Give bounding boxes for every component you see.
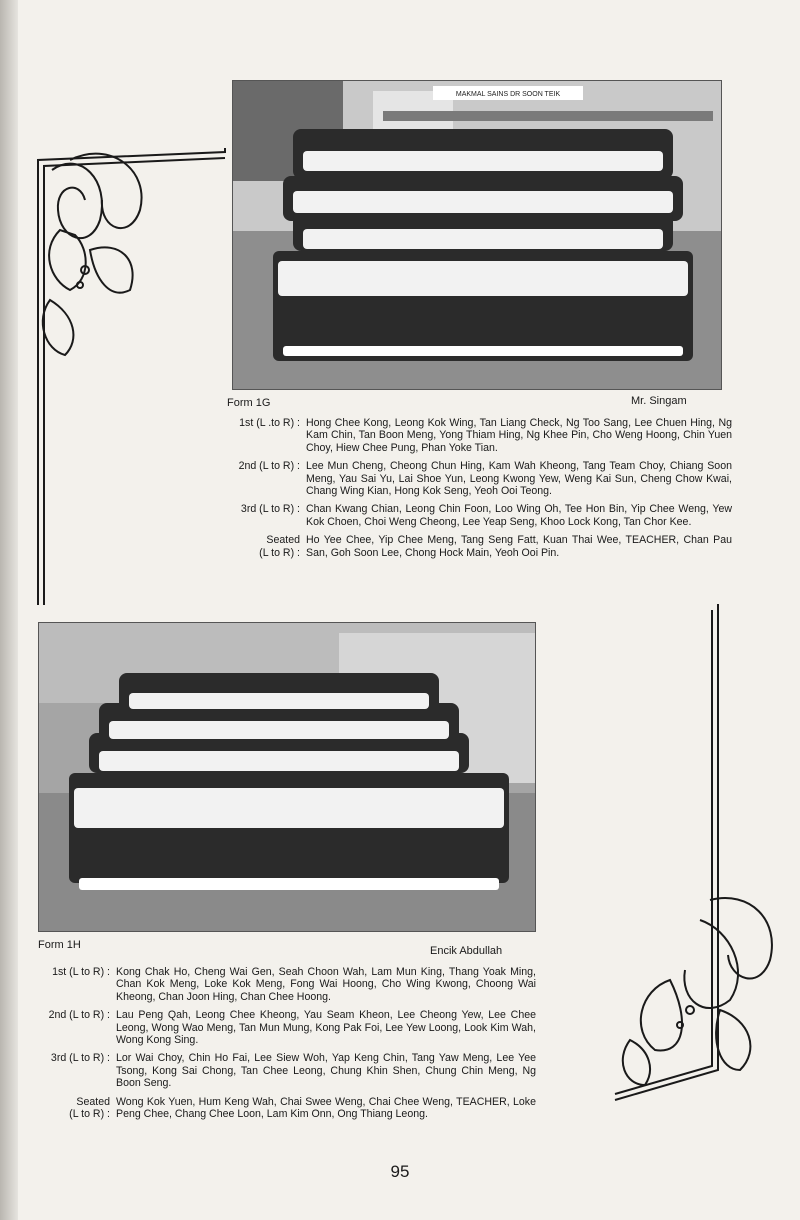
form-1g-row-2: [212, 460, 732, 497]
row-label: 1st (L to R) :: [52, 966, 110, 978]
row-names: Lau Peng Qah, Leong Chee Kheong, Yau Seam Kheon, Lee Cheong Yew, Lee Chee Leong, Wong Wao Meng, Tan Mun Mung, Kong Pak Foi, Lee Yew Loong, Look Kim Wah, Wong Kong Sing.: [116, 1009, 536, 1047]
row-label: Seated (L to R) :: [259, 534, 300, 559]
row-label: 2nd (L to R) :: [238, 460, 300, 473]
form-1h-teacher: Encik Abdullah: [430, 945, 503, 957]
form-1g-row-seated: [212, 534, 732, 559]
page-number: 95: [390, 1162, 410, 1181]
form-1h-label: Form 1H: [38, 939, 81, 951]
class-photo-form-1h: [38, 622, 536, 932]
form-1g-row-3: [212, 503, 732, 528]
row-names: Chan Kwang Chian, Leong Chin Foon, Loo Wing Oh, Tee Hon Bin, Yip Chee Weng, Yew Kok Choen, Choi Weng Cheong, Lee Yeap Seng, Khoo Lock Kong, Tan Chor Kee.: [306, 503, 732, 528]
row-names: Lee Mun Cheng, Cheong Chun Hing, Kam Wah Kheong, Tang Team Choy, Chiang Soon Meng, Yau Sai Yu, Lai Shoe Yun, Leong Kwong Yew, Weng Kai Sun, Cheng Chow Kwai, Chang Wing Kian, Hong Kok Seng, Yeoh Ooi Teong.: [306, 460, 732, 498]
form-1g-label: Form 1G: [227, 397, 271, 409]
floral-corner-ornament-bottom-right: [610, 600, 795, 1110]
form-1h-roster: [22, 966, 536, 1126]
form-1h-row-3: [22, 1052, 536, 1089]
row-label: 3rd (L to R) :: [240, 503, 300, 516]
row-names: Wong Kok Yuen, Hum Keng Wah, Chai Swee Weng, Chai Chee Weng, TEACHER, Loke Peng Chee, Chang Chee Loon, Lam Kim Onn, Ong Thiang Leong.: [116, 1095, 536, 1121]
row-names: Hong Chee Kong, Leong Kok Wing, Tan Liang Check, Ng Too Sang, Lee Chuen Hing, Ng Kam Chin, Tan Boon Meng, Yong Thiam Hing, Ng Khee Pin, Cho Weng Hoong, Chin Yuen Choy, Hiew Chee Pung, Phan Yoke Tian.: [306, 417, 732, 454]
row-names: Lor Wai Choy, Chin Ho Fai, Lee Siew Woh, Yap Keng Chin, Tang Yaw Meng, Lee Yee Tsong, Kong Sai Chong, Tan Chee Leong, Chung Khin Shen, Chung Chin Meng, Ng Boon Seng.: [116, 1052, 536, 1090]
row-label: 2nd (L to R) :: [48, 1009, 110, 1022]
row-names: Kong Chak Ho, Cheng Wai Gen, Seah Choon Wah, Lam Mun King, Thang Yoak Ming, Chan Kok Meng, Loke Kok Meng, Fong Wai Hoong, Cho Wing Kwong, Choong Wai Kheong, Chan Joon Hing, Chan Chee Hoong.: [116, 966, 536, 1003]
form-1g-row-1: [212, 417, 732, 454]
row-names: Ho Yee Chee, Yip Chee Meng, Tang Seng Fatt, Kuan Thai Wee, TEACHER, Chan Pau San, Goh Soon Lee, Chong Hock Main, Yeoh Ooi Pin.: [306, 534, 732, 559]
form-1g-roster: [212, 417, 732, 565]
row-label: 1st (L .to R) :: [239, 417, 300, 429]
form-1h-row-2: [22, 1009, 536, 1046]
floral-corner-ornament-top-left: [30, 140, 230, 610]
page-binding-edge: [0, 0, 18, 1220]
row-label: 3rd (L to R) :: [50, 1052, 110, 1065]
form-1g-teacher: Mr. Singam: [631, 395, 687, 407]
form-1h-row-1: [22, 966, 536, 1003]
row-label: Seated (L to R) :: [69, 1095, 110, 1121]
class-photo-form-1g: [232, 80, 722, 390]
building-sign-text: MAKMAL SAINS DR SOON TEIK: [455, 91, 561, 98]
form-1h-row-seated: [22, 1096, 536, 1121]
